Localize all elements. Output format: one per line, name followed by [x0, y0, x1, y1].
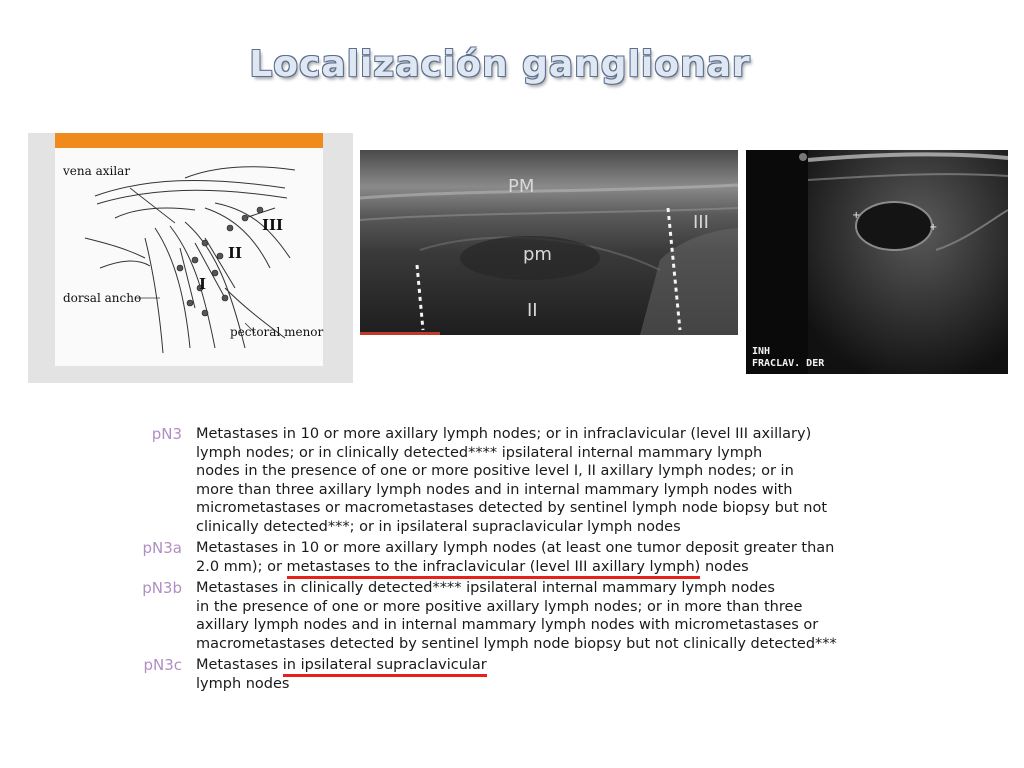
ultrasound-node-image: [746, 150, 1008, 374]
level-i-label: I: [199, 275, 207, 293]
stage-line: in the presence of one or more positive axillary lymph nodes; or in more than three: [196, 598, 803, 615]
us-label-level-iii: III: [693, 212, 709, 233]
underlined-infraclavicular-text: metastases to the infraclavicular (level III axillary lymph): [287, 559, 701, 579]
us-label-pm-minor: pm: [523, 244, 552, 265]
svg-text:+: +: [929, 222, 938, 233]
axillary-anatomy-diagram: [28, 133, 353, 383]
stage-row-pn3b: [110, 579, 970, 653]
label-vena-axilar: vena axilar: [63, 164, 131, 178]
stage-line: micrometastases or macrometastases detected by sentinel lymph node biopsy but not: [196, 500, 828, 516]
stage-code: pN3a: [142, 539, 182, 557]
stage-text-fragment: nodes: [700, 558, 749, 575]
stage-row-pn3c: [110, 656, 970, 693]
caption-line-1: INH: [752, 346, 771, 357]
stage-row-pn3a: [110, 539, 970, 576]
ultrasound-image-levels: [360, 150, 738, 335]
stage-line: lymph nodes: [196, 675, 290, 692]
stage-description: [196, 539, 956, 576]
ultrasound-image-infraclavicular: [746, 150, 1008, 374]
stage-code: pN3c: [143, 656, 182, 674]
stage-line: nodes in the presence of one or more positive level I, II axillary lymph nodes; or in: [196, 463, 794, 479]
stage-line: Metastases in clinically detected**** ipsilateral internal mammary lymph nodes: [196, 580, 775, 596]
label-dorsal-ancho: dorsal ancho: [63, 291, 142, 305]
stage-code: pN3b: [142, 579, 182, 597]
ultrasound-texture: [360, 150, 738, 335]
caption-line-2: FRACLAV. DER: [752, 358, 825, 369]
svg-text:+: +: [852, 210, 861, 221]
level-iii-label: III: [262, 216, 284, 234]
stage-line: clinically detected***; or in ipsilateral supraclavicular lymph nodes: [196, 518, 681, 535]
level-ii-label: II: [228, 244, 243, 262]
pn3-staging-table: [110, 425, 970, 696]
slide-title: Localización ganglionar: [249, 44, 751, 85]
stage-text-fragment: 2.0 mm); or: [196, 558, 287, 575]
stage-description: [196, 425, 956, 536]
stage-description: [196, 656, 956, 693]
us-label-level-ii: II: [527, 300, 538, 321]
stage-line: lymph nodes; or in clinically detected**** ipsilateral internal mammary lymph: [196, 444, 763, 461]
stage-line: [196, 558, 956, 577]
stage-line: axillary lymph nodes and in internal mammary lymph nodes with micrometastases or: [196, 617, 819, 633]
label-pectoral-menor: pectoral menor: [230, 325, 324, 339]
diagram-header-bar: [55, 133, 323, 148]
ultrasound-caption: [752, 346, 824, 370]
diagram-drawing-area: [55, 148, 323, 366]
underlined-supraclavicular-text: in ipsilateral supraclavicular: [283, 657, 487, 677]
stage-text-fragment: Metastases: [196, 657, 283, 673]
stage-description: [196, 579, 956, 653]
stage-line: Metastases in 10 or more axillary lymph nodes (at least one tumor deposit greater than: [196, 540, 835, 556]
stage-row-pn3: [110, 425, 970, 536]
stage-line: more than three axillary lymph nodes and in internal mammary lymph nodes with: [196, 481, 793, 498]
stage-code: pN3: [151, 425, 182, 443]
us-label-pm-major: PM: [508, 176, 535, 197]
stage-line: macrometastases detected by sentinel lymph node biopsy but not clinically detected***: [196, 635, 837, 652]
stage-line: Metastases in 10 or more axillary lymph nodes; or in infraclavicular (level III axillary): [196, 426, 812, 442]
stage-line: [196, 656, 956, 675]
